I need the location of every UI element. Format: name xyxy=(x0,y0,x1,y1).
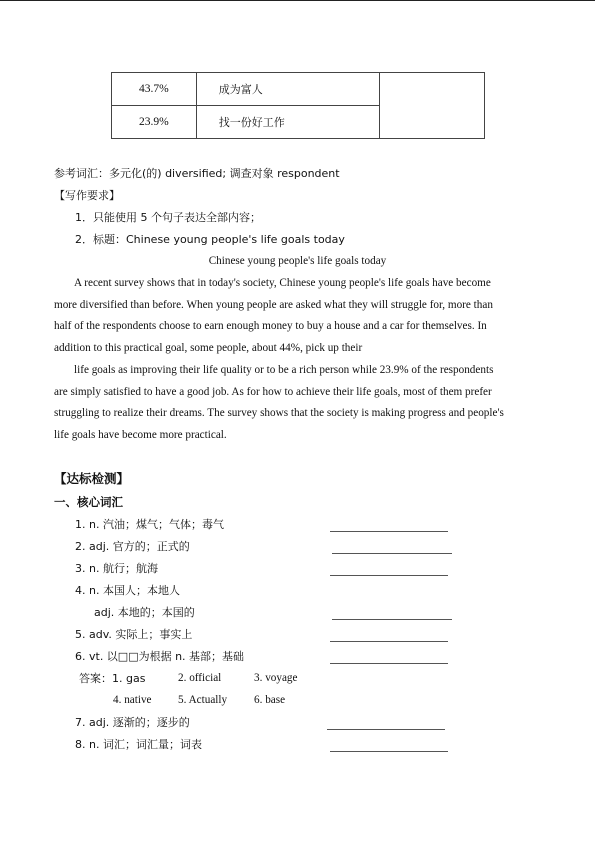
writing-req-item-2: 2．标题：Chinese young people's life goals today xyxy=(75,233,345,246)
section-title: 【达标检测】 xyxy=(54,471,130,486)
essay-line: more diversified than before. When young people are asked what they will struggle for, more than xyxy=(54,298,493,311)
answer-blank-4[interactable] xyxy=(332,619,452,620)
answer-6: 6. base xyxy=(254,694,286,706)
table-row xyxy=(112,73,485,106)
answer-4: 4. native xyxy=(113,694,152,706)
section-subtitle: 一、核心词汇 xyxy=(54,495,123,509)
essay-paragraph-1 xyxy=(54,273,542,360)
vocab-item-2: 2. adj. 官方的；正式的 xyxy=(75,540,190,553)
essay-line: half of the respondents choose to earn enough money to buy a house and a car for themselves. In xyxy=(54,320,487,333)
vocab-item-4: 4. n. 本国人；本地人 xyxy=(75,584,180,597)
answer-3: 3. voyage xyxy=(254,672,298,684)
blank-cell xyxy=(380,73,485,139)
answer-blank-3[interactable] xyxy=(330,575,448,576)
writing-req-item-1: 1．只能使用 5 个句子表达全部内容； xyxy=(75,211,261,224)
essay-line: addition to this practical goal, some people, about 44%, pick up their xyxy=(54,342,363,355)
answer-5: 5. Actually xyxy=(178,694,228,706)
percent-cell: 43.7% xyxy=(112,73,197,106)
answer-blank-2[interactable] xyxy=(332,553,452,554)
essay-title: Chinese young people's life goals today xyxy=(208,255,387,267)
reference-vocab: 参考词汇：多元化(的) diversified; 调查对象 respondent xyxy=(54,167,340,180)
answer-blank-7[interactable] xyxy=(327,729,445,730)
vocab-item-1: 1. n. 汽油；煤气；气体；毒气 xyxy=(75,518,224,531)
essay-line: life goals as improving their life quality or to be a rich person while 23.9% of the respondents xyxy=(74,364,494,376)
vocab-item-5: 5. adv. 实际上；事实上 xyxy=(75,628,193,641)
vocab-item-4-adj: adj. 本地的；本国的 xyxy=(94,606,195,619)
vocab-item-8: 8. n. 词汇；词汇量；词表 xyxy=(75,738,202,751)
answer-blank-8[interactable] xyxy=(330,751,448,752)
vocab-item-6: 6. vt. 以□□为根据 n. 基部；基础 xyxy=(75,650,245,663)
vocab-item-7: 7. adj. 逐渐的；逐步的 xyxy=(75,716,190,729)
answer-blank-6[interactable] xyxy=(330,663,448,664)
goal-cell: 找一份好工作 xyxy=(196,106,379,139)
essay-paragraph-2 xyxy=(54,360,542,447)
answer-label: 答案：1. gas xyxy=(79,672,146,685)
answer-blank-1[interactable] xyxy=(330,531,448,532)
essay-line: A recent survey shows that in today's society, Chinese young people's life goals have become xyxy=(74,277,491,289)
goal-cell: 成为富人 xyxy=(196,73,379,106)
answer-blank-5[interactable] xyxy=(330,641,448,642)
percent-cell: 23.9% xyxy=(112,106,197,139)
vocab-item-3: 3. n. 航行；航海 xyxy=(75,562,158,575)
page-top-border xyxy=(0,0,595,1)
survey-table xyxy=(111,72,485,139)
writing-req-heading: 【写作要求】 xyxy=(54,189,120,202)
essay-line: are simply satisfied to have a good job. As for how to achieve their life goals, most of them prefer xyxy=(54,385,492,398)
essay-line: life goals have become more practical. xyxy=(54,429,227,442)
answer-2: 2. official xyxy=(178,672,222,684)
essay-line: struggling to realize their dreams. The survey shows that the society is making progress and people's xyxy=(54,407,504,420)
